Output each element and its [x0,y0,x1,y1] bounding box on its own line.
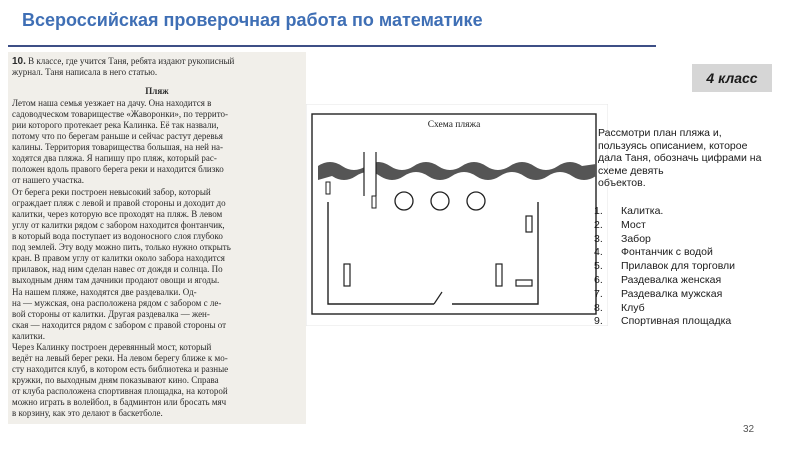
problem-intro-text: В классе, где учится Таня, ребята издают рукописный журнал. Таня написала в него статью. [12,56,235,77]
bridge-gap [364,154,376,192]
title-underline [8,45,656,47]
article-paragraph-4: Через Калинку построен деревянный мост, который ведёт на левый берег реки. На левом берегу ближе к мо- сту находится клуб, в котором есть библиотека и разные кружки, по выходным дням показывают кино. Справа от клуба расположена спортивная площадка, на которой можно играть в волейбол, в бадминтон или бросать мяч в корзину, как это делают в баскетболе. [12,342,229,418]
beach-diagram [306,104,608,326]
list-item: 9. Спортивная площадка [594,315,732,328]
list-item: 7. Раздевалка мужская [594,287,723,300]
slide-title: Всероссийская проверочная работа по математике [22,10,483,30]
article-paragraph-2: От берега реки построен невысокий забор, который ограждает пляж с левой и правой стороны и доходит до калитки, через которую все проходят на пляж. В левом углу от калитки рядом с забором находится фонтанчик, в который вода поступает из водоносного слоя глубоко под землей. Эту воду можно пить, только нужно открыть кран. В правом углу от калитки около забора находится прилавок, над ним сделан навес от дождя и солнца. По выходным дням там дачники продают овощи и ягоды. [12,187,231,285]
list-item: 2. Мост [594,218,646,231]
article-title: Пляж [145,86,169,96]
diagram-title: Схема пляжа [427,120,481,130]
grade-badge: 4 класс [692,64,772,92]
list-item: 5. Прилавок для торговли [594,260,736,273]
article-paragraph-3: На нашем пляже, находятся две раздевалки. Од- на — мужская, она расположена рядом с забором с ле- вой стороны от калитки. Другая раздевалка — жен- ская — находится рядом с забором с правой стороны от калитки. [12,287,227,341]
task-intro: Рассмотри план пляжа и, пользуясь описанием, которое дала Таня, обозначь цифрами на схеме девять объектов. [598,127,762,189]
diagram-border [312,114,596,314]
problem-scan [8,52,306,424]
page-number: 32 [743,424,755,435]
objects-list [594,205,735,329]
list-item: 4. Фонтанчик с водой [594,246,713,259]
problem-intro [12,56,300,78]
list-item: 8. Клуб [594,301,645,314]
problem-number: 10. [12,56,26,67]
list-item: 6. Раздевалка женская [594,273,722,286]
list-item: 1. Калитка. [594,205,664,217]
article-paragraph-1: Летом наша семья уезжает на дачу. Она находится в садоводческом товариществе «Жаворонки», по террито- рии которого протекает река Калинка. Её так назвали, потому что по берегам раньше и сейчас растут деревья калины. Территория товарищества большая, на ней на- ходятся два пляжа. Я напишу про пляж, который рас- положен вдоль правого берега реки и находится близко от нашего участка. [12,98,229,185]
list-item: 3. Забор [594,232,651,245]
